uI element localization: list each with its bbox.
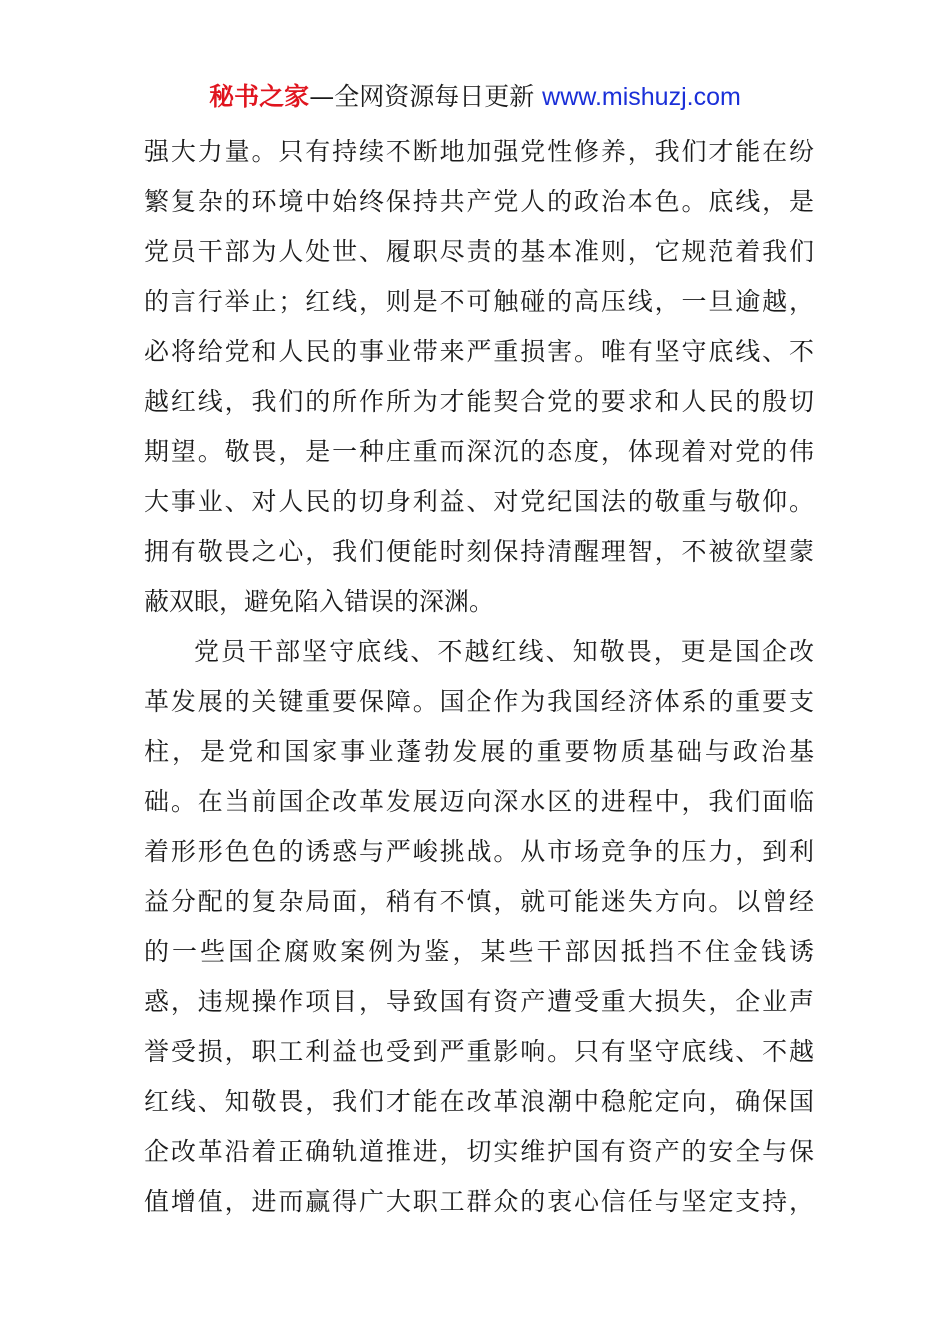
- text-line: 益分配的复杂局面，稍有不慎，就可能迷失方向。以曾经: [144, 887, 814, 916]
- text-line: 强大力量。只有持续不断地加强党性修养，我们才能在纷: [144, 137, 814, 166]
- paragraph: [144, 127, 814, 627]
- text-line: 拥有敬畏之心，我们便能时刻保持清醒理智，不被欲望蒙: [144, 537, 814, 566]
- text-line: 蔽双眼，避免陷入错误的深渊。: [144, 587, 495, 616]
- paragraph: [144, 627, 814, 1227]
- page-header: [0, 80, 950, 114]
- text-line: 企改革沿着正确轨道推进，切实维护国有资产的安全与保: [144, 1137, 814, 1166]
- text-line: 党员干部坚守底线、不越红线、知敬畏，更是国企改: [194, 637, 814, 666]
- text-line: 党员干部为人处世、履职尽责的基本准则，它规范着我们: [144, 237, 814, 266]
- document-body: [144, 127, 814, 1227]
- text-line: 必将给党和人民的事业带来严重损害。唯有坚守底线、不: [144, 337, 814, 366]
- text-line: 值增值，进而赢得广大职工群众的衷心信任与坚定支持，: [144, 1187, 814, 1216]
- text-line: 惑，违规操作项目，导致国有资产遭受重大损失，企业声: [144, 987, 814, 1016]
- text-line: 红线、知敬畏，我们才能在改革浪潮中稳舵定向，确保国: [144, 1087, 814, 1116]
- header-tagline: —全网资源每日更新: [309, 82, 535, 111]
- text-line: 大事业、对人民的切身利益、对党纪国法的敬重与敬仰。: [144, 487, 814, 516]
- text-line: 繁复杂的环境中始终保持共产党人的政治本色。底线，是: [144, 187, 814, 216]
- text-line: 础。在当前国企改革发展迈向深水区的进程中，我们面临: [144, 787, 814, 816]
- text-line: 的言行举止；红线，则是不可触碰的高压线，一旦逾越，: [144, 287, 814, 316]
- text-line: 的一些国企腐败案例为鉴，某些干部因抵挡不住金钱诱: [144, 937, 814, 966]
- brand-name: 秘书之家: [209, 82, 310, 111]
- text-line: 越红线，我们的所作所为才能契合党的要求和人民的殷切: [144, 387, 814, 416]
- text-line: 誉受损，职工利益也受到严重影响。只有坚守底线、不越: [144, 1037, 814, 1066]
- text-line: 革发展的关键重要保障。国企作为我国经济体系的重要支: [144, 687, 814, 716]
- text-line: 柱，是党和国家事业蓬勃发展的重要物质基础与政治基: [144, 737, 814, 766]
- text-line: 期望。敬畏，是一种庄重而深沉的态度，体现着对党的伟: [144, 437, 814, 466]
- text-line: 着形形色色的诱惑与严峻挑战。从市场竞争的压力，到利: [144, 837, 814, 866]
- site-url-link[interactable]: www.mishuzj.com: [542, 83, 741, 111]
